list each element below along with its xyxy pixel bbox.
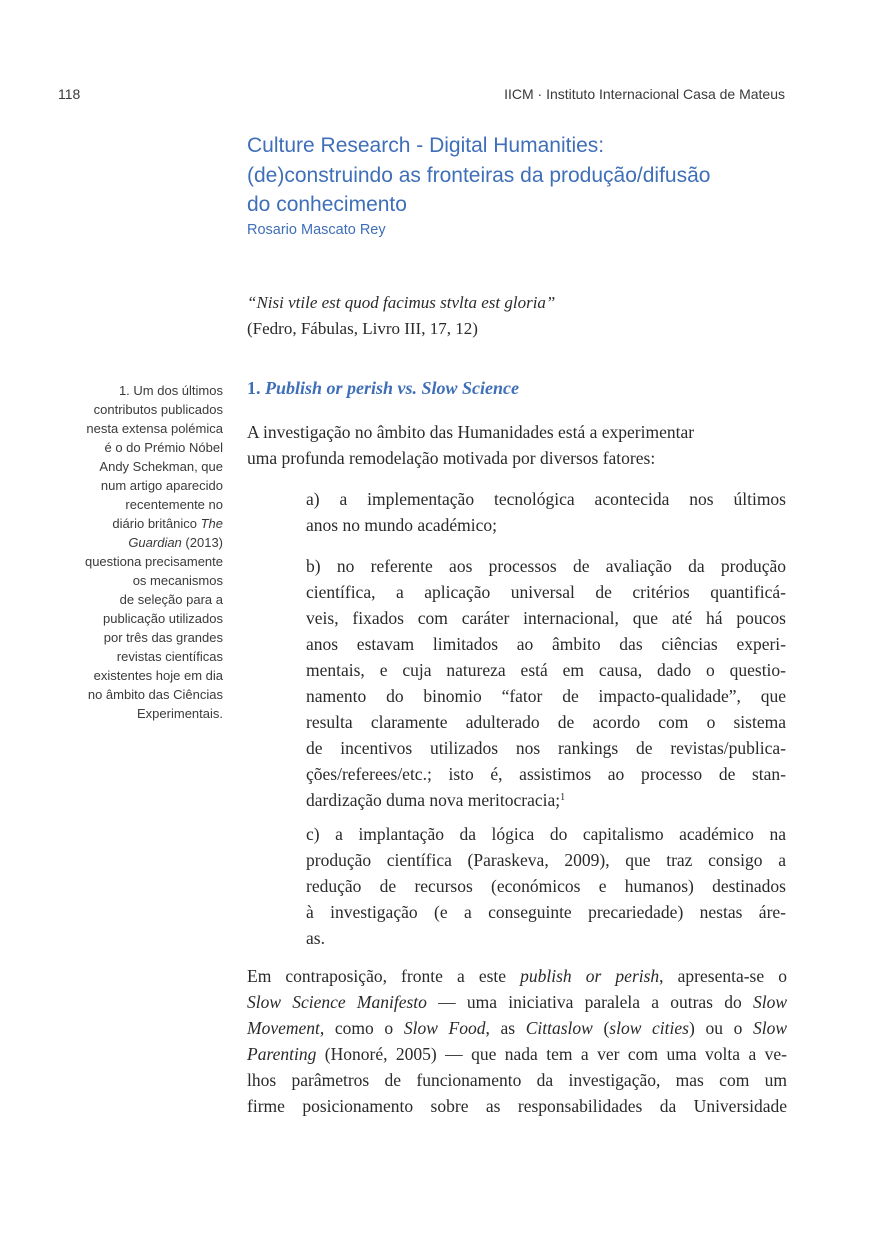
text-line: mentais, e cuja natureza está em causa, dado o questio- — [306, 660, 786, 680]
footnote-line: Experimentais. — [137, 706, 223, 721]
text-run-italic: Slow Food — [403, 1018, 486, 1038]
text-line: c) a implantação da lógica do capitalismo académico na — [306, 824, 786, 844]
footnote-line — [60, 514, 223, 533]
text-run: (Honoré, 2005) — que nada tem a ver com uma volta a ve- — [316, 1044, 787, 1064]
text-line: a) a implementação tecnológica acontecida nos últimos — [306, 489, 786, 509]
footnote-line: num artigo aparecido — [100, 478, 223, 493]
text-line — [247, 1041, 787, 1067]
footnote-line: recentemente no — [125, 497, 223, 512]
footnote-line: por três das grandes — [103, 630, 223, 645]
text-line: redução de recursos (económicos e humanos) destinados — [306, 876, 786, 896]
footnote-line: revistas científicas — [116, 649, 223, 664]
text-line: A investigação no âmbito das Humanidades está a experimentar — [247, 422, 695, 442]
text-run-italic: Slow Science Manifesto — [247, 992, 427, 1012]
footnote-line: questiona precisamente — [84, 554, 223, 569]
footnote-line: nesta extensa polémica — [86, 421, 223, 436]
footnote-text: diário britânico — [112, 516, 197, 531]
text-run-italic: slow cities — [609, 1018, 689, 1038]
text-line: anos estavam limitados ao âmbito das ciências experi- — [306, 634, 786, 654]
text-line — [247, 963, 787, 989]
text-line: b) no referente aos processos de avaliação da produção — [306, 556, 786, 576]
footnote-text: (2013) — [185, 535, 223, 550]
list-item-a — [306, 486, 786, 538]
text-run: ) ou o — [688, 1018, 753, 1038]
text-run-italic: publish or perish — [520, 966, 660, 986]
title-line: do conhecimento — [247, 193, 407, 216]
text-line: produção científica (Paraskeva, 2009), que traz consigo a — [306, 850, 786, 870]
author-name: Rosario Mascato Rey — [247, 222, 386, 238]
text-line: de incentivos utilizados nos rankings de revistas/publica- — [306, 738, 786, 758]
footnote-reference[interactable]: 1 — [560, 792, 566, 803]
text-run: ( — [592, 1018, 610, 1038]
text-run: — uma iniciativa paralela a outras do — [426, 992, 753, 1012]
footnote-line: Andy Schekman, que — [99, 459, 223, 474]
text-line: uma profunda remodelação motivada por diversos fatores: — [247, 448, 656, 468]
intro-paragraph — [247, 419, 787, 471]
text-line — [306, 787, 786, 813]
footnote — [60, 381, 223, 723]
footnote-line — [60, 533, 223, 552]
footnote-text-italic: The — [200, 516, 223, 531]
footnote-line: no âmbito das Ciências — [87, 687, 223, 702]
text-line: à investigação (e a conseguinte precariedade) nestas áre- — [306, 902, 786, 922]
text-run: , as — [485, 1018, 526, 1038]
text-run: Em contraposição, fronte a este — [247, 966, 521, 986]
closing-paragraph — [247, 963, 787, 1119]
footnote-line: publicação utilizados — [103, 611, 223, 626]
text-line: lhos parâmetros de funcionamento da investigação, mas com um — [247, 1070, 787, 1090]
text-line — [247, 1015, 787, 1041]
text-run: , como o — [319, 1018, 404, 1038]
text-line: veis, fixados com caráter internacional, que até há poucos — [306, 608, 786, 628]
footnote-line: contributos publicados — [93, 402, 223, 417]
footnote-text-italic: Guardian — [128, 535, 182, 550]
text-line: as. — [306, 928, 325, 948]
text-run-italic: Slow — [752, 992, 787, 1012]
footnote-line: é o do Prémio Nóbel — [104, 440, 223, 455]
list-item-c — [306, 821, 786, 951]
list-item-b — [306, 553, 786, 813]
text-run: , apresenta-se o — [659, 966, 787, 986]
text-run-italic: Parenting — [247, 1044, 317, 1064]
article-title — [247, 131, 807, 220]
footnote-line: existentes hoje em dia — [93, 668, 223, 683]
text-line: namento do binomio “fator de impacto-qualidade”, que — [306, 686, 786, 706]
footnote-line: os mecanismos — [132, 573, 223, 588]
text-line: firme posicionamento sobre as responsabilidades da Universidade — [247, 1096, 787, 1116]
text-line: resulta claramente adulterado de acordo com o sistema — [306, 712, 786, 732]
epigraph-quote: “Nisi vtile est quod facimus stvlta est gloria” — [247, 293, 556, 312]
section-title-text: Publish or perish vs. Slow Science — [265, 378, 520, 398]
text-run-italic: Slow — [752, 1018, 788, 1038]
text-run-italic: Movement — [247, 1018, 320, 1038]
text-run-italic: Cittaslow — [525, 1018, 593, 1038]
section-number: 1. — [247, 378, 261, 398]
title-line: Culture Research - Digital Humanities: — [247, 134, 605, 157]
running-header: IICM · Instituto Internacional Casa de Mateus — [504, 86, 785, 102]
footnote-line: de seleção para a — [119, 592, 223, 607]
title-line: (de)construindo as fronteiras da produção/difusão — [247, 163, 711, 187]
epigraph — [247, 290, 787, 342]
page-number: 118 — [58, 86, 81, 102]
text-line-content: dardização duma nova meritocracia; — [306, 790, 561, 810]
section-heading — [247, 378, 519, 399]
epigraph-source: (Fedro, Fábulas, Livro III, 17, 12) — [247, 319, 478, 338]
text-line: ções/referees/etc.; isto é, assistimos ao processo de stan- — [306, 764, 786, 784]
text-line: científica, a aplicação universal de critérios quantificá- — [306, 582, 786, 602]
footnote-line: 1. Um dos últimos — [118, 383, 223, 398]
text-line — [247, 989, 787, 1015]
text-line: anos no mundo académico; — [306, 515, 497, 535]
